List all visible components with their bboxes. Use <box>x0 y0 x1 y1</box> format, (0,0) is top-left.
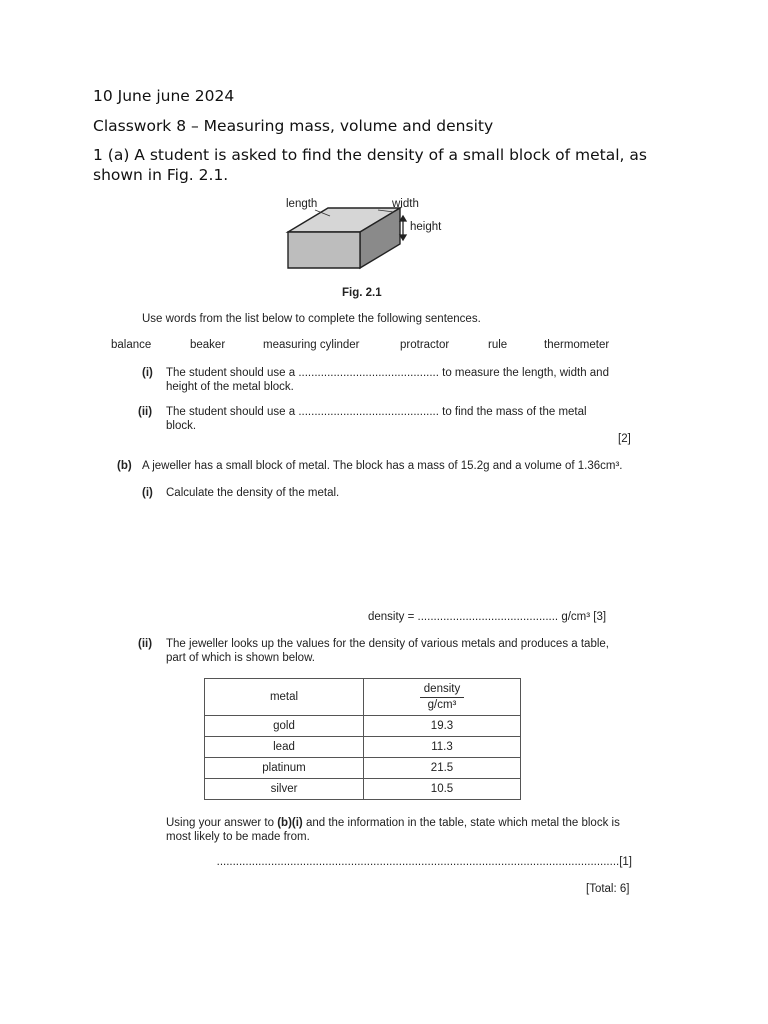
table-row <box>205 758 521 779</box>
density-cell: 21.5 <box>364 758 521 779</box>
header-unit: g/cm³ <box>427 698 457 711</box>
length-label: length <box>286 198 318 210</box>
height-label: height <box>410 221 442 233</box>
metal-cell: platinum <box>205 758 364 779</box>
table-row <box>205 716 521 737</box>
word-balance: balance <box>111 339 152 351</box>
part-b-i-text: Calculate the density of the metal. <box>166 487 340 499</box>
part-b-ii-line-2: part of which is shown below. <box>166 652 315 664</box>
part-a-i-line-2: height of the metal block. <box>166 381 294 393</box>
part-b-text: A jeweller has a small block of metal. The block has a mass of 15.2g and a volume of 1.36cm³. <box>142 460 623 472</box>
question-1a-line-1: 1 (a) A student is asked to find the density of a small block of metal, as <box>93 146 647 164</box>
density-cell: 19.3 <box>364 716 521 737</box>
word-thermometer: thermometer <box>544 339 610 351</box>
header-metal: metal <box>205 679 364 716</box>
part-a-ii-line-1: The student should use a ............................................ to find the mass of the metal <box>166 406 587 418</box>
height-arrow <box>400 216 406 240</box>
date-line: 10 June june 2024 <box>93 87 235 105</box>
word-protractor: protractor <box>400 339 450 351</box>
table-row <box>205 779 521 800</box>
word-beaker: beaker <box>190 339 226 351</box>
figure-caption: Fig. 2.1 <box>342 287 382 299</box>
density-unit-fraction <box>420 683 464 712</box>
part-b-i-label: (i) <box>142 487 153 499</box>
part-b-ii-label: (ii) <box>138 638 153 650</box>
density-cell: 11.3 <box>364 737 521 758</box>
metal-cell: gold <box>205 716 364 737</box>
word-measuring-cylinder: measuring cylinder <box>263 339 360 351</box>
width-label: width <box>392 198 419 210</box>
using-answer-line-1 <box>166 816 620 830</box>
table-header-row <box>205 679 521 716</box>
word-list-instruction: Use words from the list below to complete the following sentences. <box>142 313 481 325</box>
metal-answer-line: ..............................................................................................................................[1] <box>216 856 632 868</box>
question-1a-line-2: shown in Fig. 2.1. <box>93 166 229 184</box>
part-b-label: (b) <box>117 460 132 472</box>
density-table <box>204 678 521 800</box>
density-cell: 10.5 <box>364 779 521 800</box>
total-marks: [Total: 6] <box>586 883 630 895</box>
part-a-ii-line-2: block. <box>166 420 197 432</box>
part-a-marks: [2] <box>618 433 631 445</box>
classwork-title: Classwork 8 – Measuring mass, volume and density <box>93 117 494 135</box>
header-density-cell <box>364 679 521 716</box>
density-answer-line: density = ............................................ g/cm³ [3] <box>368 611 607 623</box>
part-a-ii-label: (ii) <box>138 406 153 418</box>
part-a-i-label: (i) <box>142 367 153 379</box>
metal-cell: lead <box>205 737 364 758</box>
table-row <box>205 737 521 758</box>
word-rule: rule <box>488 339 508 351</box>
part-b-ii-line-1: The jeweller looks up the values for the density of various metals and produces a table, <box>166 638 609 650</box>
metal-block-drawing <box>288 208 400 268</box>
using-answer-line-2: most likely to be made from. <box>166 831 310 843</box>
metal-cell: silver <box>205 779 364 800</box>
using-prefix: Using your answer to <box>166 817 278 829</box>
using-suffix: and the information in the table, state which metal the block is <box>302 817 620 829</box>
using-reference: (b)(i) <box>277 817 303 829</box>
header-density: density <box>420 683 464 698</box>
part-a-i-line-1: The student should use a ............................................ to measure the length, width and <box>166 367 609 379</box>
